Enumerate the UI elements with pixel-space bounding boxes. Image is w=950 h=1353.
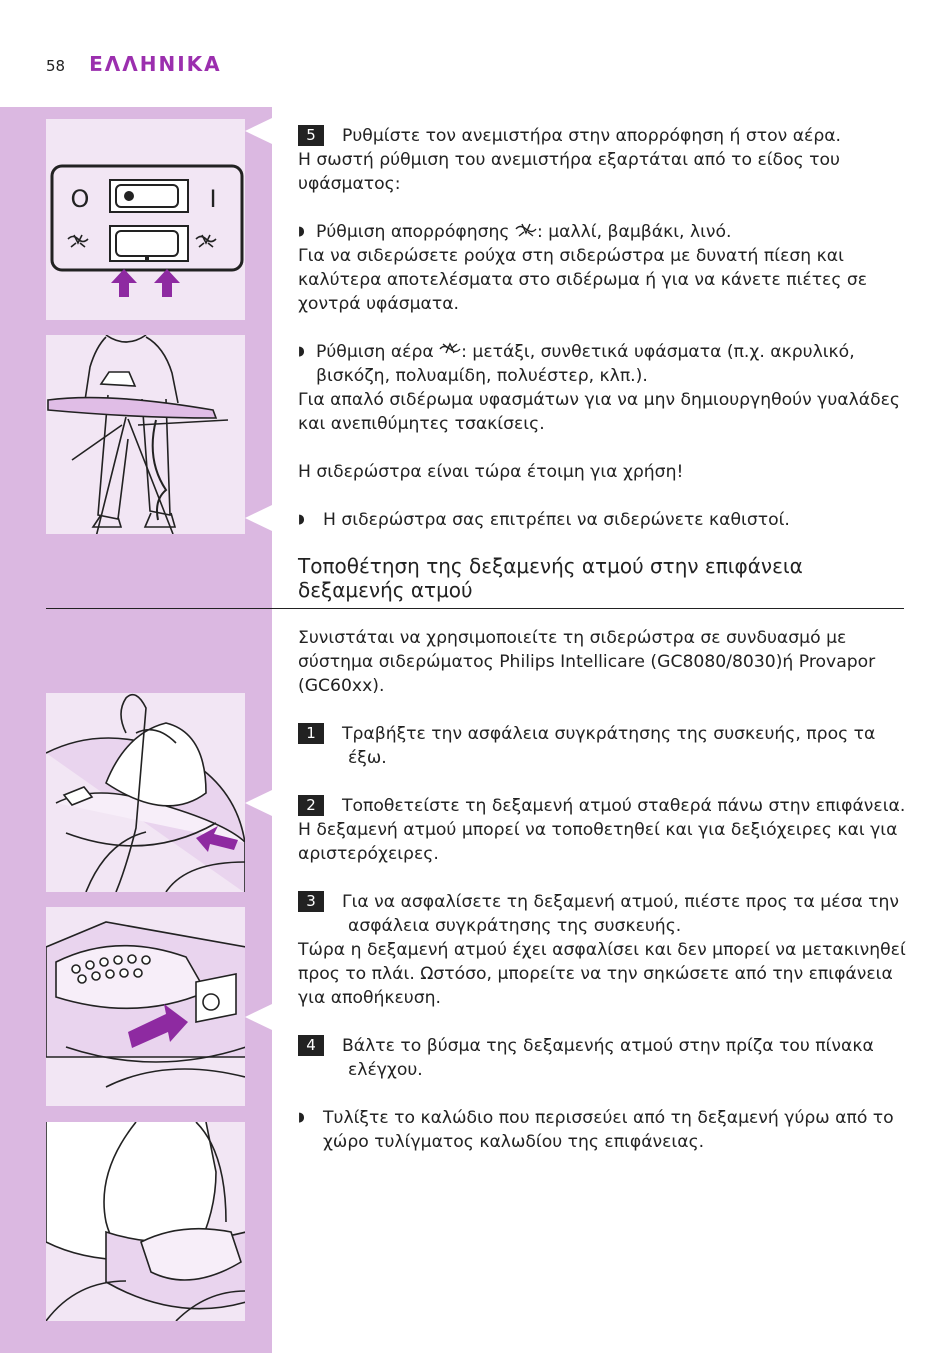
step-2-note: Η δεξαμενή ατμού μπορεί να τοποθετηθεί και για δεξιόχειρες και για αριστερόχειρες. [298,820,898,864]
iron-on-board-illustration [46,693,245,892]
cord-storage-illustration [46,1122,245,1321]
suction-icon [515,221,537,239]
seated-tip [298,508,908,532]
switch-label-on: I [209,185,217,213]
step-number: 1 [298,723,324,744]
step-3-note: Τώρα η δεξαμενή ατμού έχει ασφαλίσει και δεν μπορεί να μετακινηθεί προς το πλάι. Ωστόσο, μπορείτε να την σηκώσετε από την επιφάνεια για αποθήκευση. [298,940,906,1008]
step-text: Για να ασφαλίσετε τη δεξαμενή ατμού, πιέστε προς τα μέσα την ασφάλεια συγκράτησης της συσκευής. [342,892,900,936]
step-5 [298,124,908,148]
air-fabrics: : μετάξι, συνθετικά υφάσματα (π.χ. ακρυλικό, βισκόζη, πολυαμίδη, πολυέστερ, κλπ.). [316,342,855,386]
tank-intro: Συνιστάται να χρησιμοποιείτε τη σιδερώστρα σε συνδυασμό με σύστημα σιδερώματος Philips Intellicare (GC8080/8030)ή Provapor (GC60xx). [298,628,876,696]
step-number: 4 [298,1035,324,1056]
tank-section [298,626,908,1154]
step-text: Ρυθμίστε τον ανεμιστήρα στην απορρόφηση ή στον αέρα. [342,126,842,146]
language-title: ΕΛΛΗΝΙΚΑ [89,52,222,76]
step-number: 3 [298,891,324,912]
bullet-icon: ◗ [298,344,305,359]
air-setting [298,340,908,388]
air-label: Ρύθμιση αέρα [316,342,434,362]
fan-section [298,124,908,532]
cord-tip [298,1106,908,1154]
bullet-icon: ◗ [298,224,305,239]
page-header [46,52,222,78]
suction-label: Ρύθμιση απορρόφησης [316,222,510,242]
step-number: 2 [298,795,324,816]
steam-tank-lock-illustration [46,907,245,1106]
step-1 [298,722,908,770]
seated-tip-text: Η σιδερώστρα σας επιτρέπει να σιδερώνετε καθιστοί. [323,510,790,530]
switch-label-off: O [70,185,90,213]
step-number: 5 [298,125,324,146]
ready-message: Η σιδερώστρα είναι τώρα έτοιμη για χρήση! [298,462,684,482]
step-text: Τοποθετείστε τη δεξαμενή ατμού σταθερά πάνω στην επιφάνεια. [342,796,906,816]
step-text: Τραβήξτε την ασφάλεια συγκράτησης της συσκευής, προς τα έξω. [342,724,876,768]
step-2 [298,794,908,818]
suction-fabrics: : μαλλί, βαμβάκι, λινό. [536,222,732,242]
air-description: Για απαλό σιδέρωμα υφασμάτων για να μην δημιουργηθούν γυαλάδες και ανεπιθύμητες τσακίσεις. [298,390,901,434]
cord-tip-text: Τυλίξτε το καλώδιο που περισσεύει από τη δεξαμενή γύρω από το χώρο τυλίγματος καλωδίου της επιφάνειας. [323,1108,894,1152]
air-icon [439,341,461,359]
section-heading: Τοποθέτηση της δεξαμενής ατμού στην επιφάνεια δεξαμενής ατμού [298,554,803,602]
step-text: Βάλτε το βύσμα της δεξαμενής ατμού στην πρίζα του πίνακα ελέγχου. [342,1036,874,1080]
suction-setting [298,220,908,244]
step-3 [298,890,908,938]
fan-switch-diagram [46,119,245,320]
suction-description: Για να σιδερώσετε ρούχα στη σιδερώστρα με δυνατή πίεση και καλύτερα αποτελέσματα στο σιδέρωμα ή για να κάνετε πιέτες σε χοντρά υφάσματα. [298,246,868,314]
step-5-note: Η σωστή ρύθμιση του ανεμιστήρα εξαρτάται από το είδος του υφάσματος: [298,150,840,194]
bullet-icon: ◗ [298,1110,305,1125]
step-4 [298,1034,908,1082]
person-ironing-illustration [46,335,245,534]
page-number: 58 [46,57,66,75]
bullet-icon: ◗ [298,512,305,527]
section-divider [46,608,904,609]
